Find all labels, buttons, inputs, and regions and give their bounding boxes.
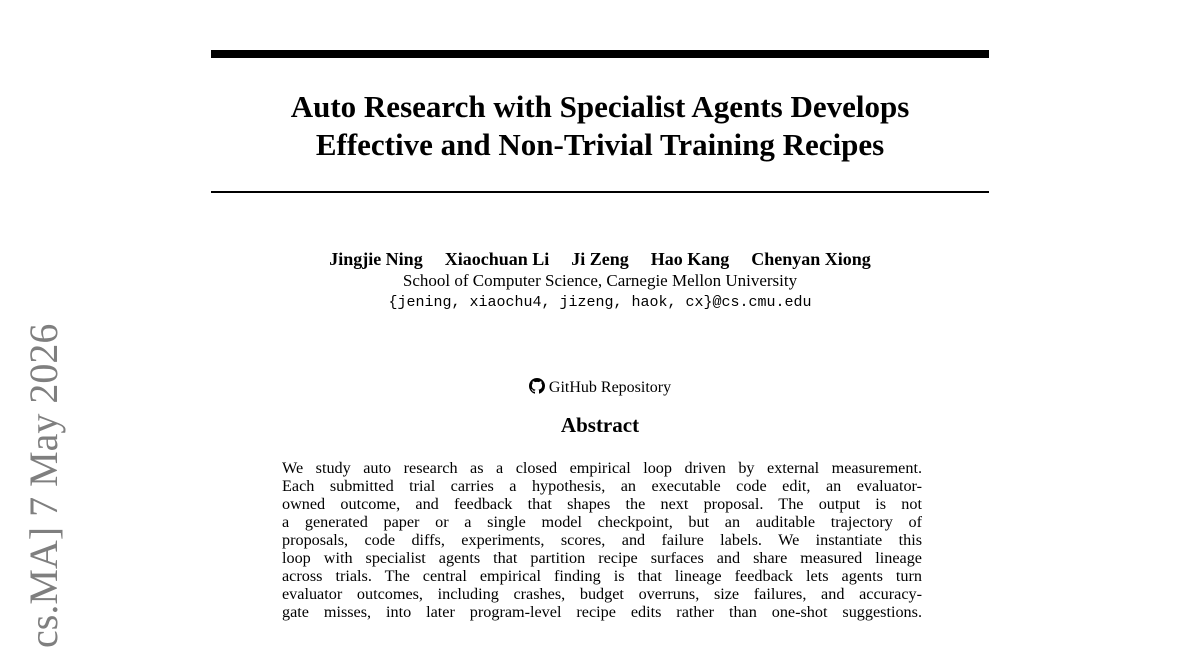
author-name: Hao Kang <box>650 249 730 269</box>
author-name: Chenyan Xiong <box>751 249 871 269</box>
abstract-line: evaluator outcomes, including crashes, budget overruns, size failures, and accuracy- <box>282 585 922 603</box>
abstract-line: proposals, code diffs, experiments, scores, and failure labels. We instantiate this <box>282 531 922 549</box>
arxiv-side-stamp: cs.MA] 7 May 2026 <box>21 323 66 648</box>
author-name: Jingjie Ning <box>329 249 423 269</box>
abstract-line: across trials. The central empirical finding is that lineage feedback lets agents turn <box>282 567 922 585</box>
author-emails: {jening, xiaochu4, jizeng, haok, cx}@cs.cmu.edu <box>388 294 812 311</box>
abstract-line: We study auto research as a closed empirical loop driven by external measurement. <box>282 459 922 477</box>
paper-title <box>211 88 989 164</box>
abstract-line: owned outcome, and feedback that shapes the next proposal. The output is not <box>282 495 922 513</box>
github-icon <box>529 378 545 394</box>
paper-title-line-1: Auto Research with Specialist Agents Develops <box>290 89 910 124</box>
title-bottom-rule <box>211 191 989 193</box>
abstract-heading: Abstract <box>560 413 640 437</box>
github-repository-link[interactable] <box>211 377 989 399</box>
title-top-rule <box>211 50 989 58</box>
abstract-body <box>282 459 922 621</box>
abstract-line: gate misses, into later program-level recipe edits rather than one-shot suggestions. <box>282 603 922 621</box>
abstract-line: loop with specialist agents that partition recipe surfaces and share measured lineage <box>282 549 922 567</box>
author-list <box>211 248 989 270</box>
paper-title-line-2: Effective and Non-Trivial Training Recipes <box>315 127 885 162</box>
affiliation: School of Computer Science, Carnegie Mellon University <box>402 271 798 290</box>
abstract-line: a generated paper or a single model checkpoint, but an auditable trajectory of <box>282 513 922 531</box>
author-name: Ji Zeng <box>571 249 629 269</box>
author-name: Xiaochuan Li <box>444 249 550 269</box>
abstract-line: Each submitted trial carries a hypothesis, an executable code edit, an evaluator- <box>282 477 922 495</box>
github-repository-label[interactable]: GitHub Repository <box>548 379 672 396</box>
